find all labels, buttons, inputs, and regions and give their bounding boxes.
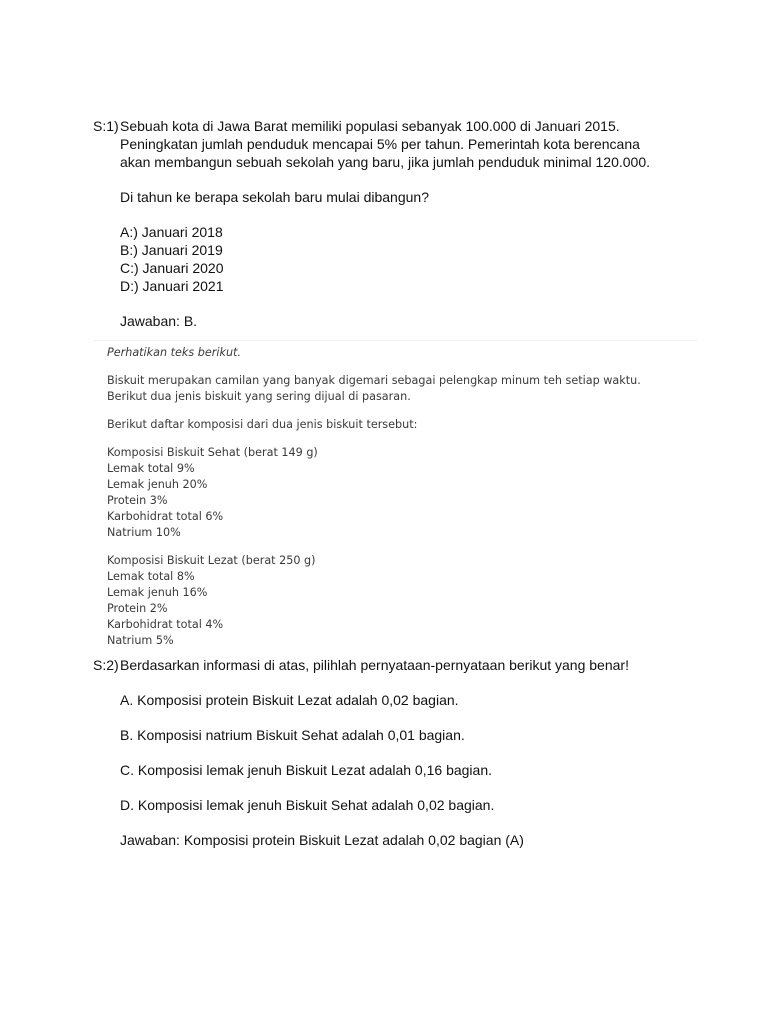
question-2-option-d: D. Komposisi lemak jenuh Biskuit Sehat adalah 0,02 bagian. bbox=[120, 797, 495, 813]
question-1-line-3: akan membangun sebuah sekolah yang baru, jika jumlah penduduk minimal 120.000. bbox=[120, 154, 651, 170]
composition-item: Lemak total 8% bbox=[107, 570, 195, 583]
question-1-prompt: Di tahun ke berapa sekolah baru mulai dibangun? bbox=[120, 189, 429, 205]
question-1 bbox=[93, 117, 733, 330]
question-2-number: S:2) bbox=[93, 657, 119, 673]
question-2-option-b: B. Komposisi natrium Biskuit Sehat adalah 0,01 bagian. bbox=[120, 727, 465, 743]
excerpt-paragraph-line-1: Biskuit merupakan camilan yang banyak digemari sebagai pelengkap minum teh setiap waktu. bbox=[107, 374, 641, 387]
composition-item: Karbohidrat total 6% bbox=[107, 510, 224, 523]
question-1-option-a: A:) Januari 2018 bbox=[120, 224, 223, 240]
reading-excerpt bbox=[93, 340, 697, 649]
composition-item: Protein 2% bbox=[107, 602, 168, 615]
composition-lezat bbox=[107, 553, 697, 649]
question-1-number: S:1) bbox=[93, 118, 119, 134]
question-2 bbox=[93, 656, 733, 849]
question-1-stem bbox=[93, 117, 733, 135]
composition-lezat-title: Komposisi Biskuit Lezat (berat 250 g) bbox=[107, 554, 316, 567]
composition-sehat-title: Komposisi Biskuit Sehat (berat 149 g) bbox=[107, 446, 318, 459]
composition-item: Natrium 5% bbox=[107, 634, 174, 647]
question-1-option-c: C:) Januari 2020 bbox=[120, 260, 224, 276]
composition-sehat bbox=[107, 445, 697, 541]
question-2-option-a: A. Komposisi protein Biskuit Lezat adalah 0,02 bagian. bbox=[120, 692, 459, 708]
question-2-prompt: Berdasarkan informasi di atas, pilihlah pernyataan-pernyataan berikut yang benar! bbox=[120, 657, 629, 673]
question-2-answer: Jawaban: Komposisi protein Biskuit Lezat adalah 0,02 bagian (A) bbox=[120, 832, 524, 848]
composition-item: Karbohidrat total 4% bbox=[107, 618, 224, 631]
excerpt-intro: Perhatikan teks berikut. bbox=[107, 346, 241, 359]
question-1-line-2: Peningkatan jumlah penduduk mencapai 5% per tahun. Pemerintah kota berencana bbox=[120, 136, 640, 152]
question-2-stem bbox=[93, 656, 733, 674]
composition-item: Lemak jenuh 20% bbox=[107, 478, 208, 491]
question-1-option-b: B:) Januari 2019 bbox=[120, 242, 223, 258]
excerpt-list-intro: Berikut daftar komposisi dari dua jenis biskuit tersebut: bbox=[107, 418, 418, 431]
question-2-option-c: C. Komposisi lemak jenuh Biskuit Lezat adalah 0,16 bagian. bbox=[120, 762, 492, 778]
question-1-option-d: D:) Januari 2021 bbox=[120, 278, 224, 294]
composition-item: Lemak jenuh 16% bbox=[107, 586, 208, 599]
question-1-answer: Jawaban: B. bbox=[120, 313, 198, 329]
question-1-line-1: Sebuah kota di Jawa Barat memiliki populasi sebanyak 100.000 di Januari 2015. bbox=[120, 118, 620, 134]
composition-item: Lemak total 9% bbox=[107, 462, 195, 475]
composition-item: Protein 3% bbox=[107, 494, 168, 507]
composition-item: Natrium 10% bbox=[107, 526, 181, 539]
excerpt-paragraph-line-2: Berikut dua jenis biskuit yang sering dijual di pasaran. bbox=[107, 390, 411, 403]
